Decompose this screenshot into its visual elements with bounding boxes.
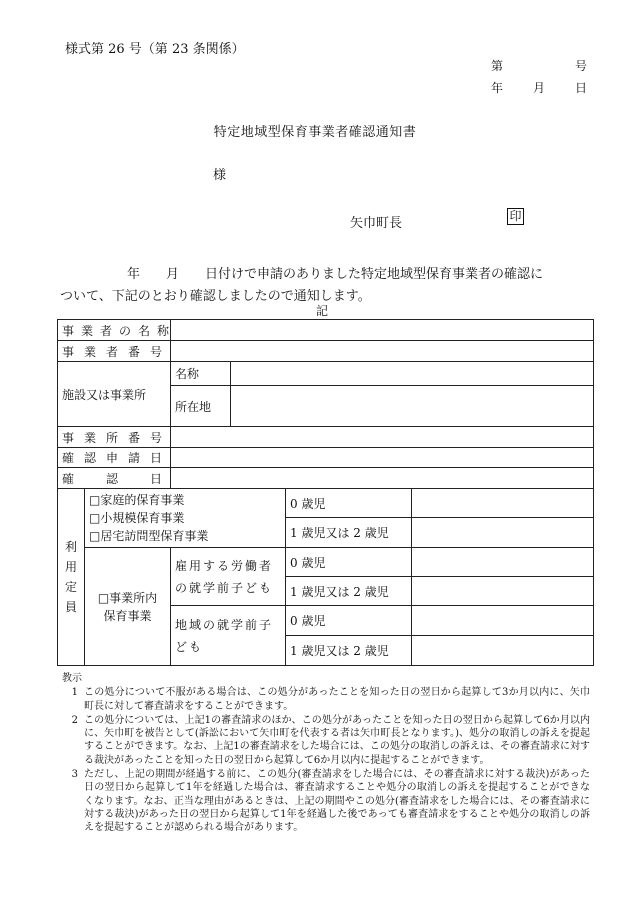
field-confirmation-date[interactable] — [171, 468, 594, 489]
form-number: 様式第 26 号（第 23 条関係） — [65, 42, 245, 57]
label-confirmation-date: 確認日 — [58, 468, 171, 489]
checkbox-family-daycare[interactable]: □家庭的保育事業 — [89, 493, 185, 507]
field-age12-c[interactable] — [412, 636, 594, 666]
instruction-number: 2 — [71, 714, 78, 726]
checkbox-in-house[interactable]: □事業所内 — [97, 590, 158, 605]
label-employee-children: 雇用する労働者の就学前子ども — [171, 548, 286, 606]
field-age0-b[interactable] — [412, 548, 594, 577]
number-suffix: 号 — [574, 59, 587, 73]
label-age12-b: 1 歳児又は 2 歳児 — [286, 577, 412, 606]
instruction-item — [62, 768, 590, 834]
instructions-heading: 教示 — [62, 673, 82, 684]
field-office-number[interactable] — [171, 427, 594, 448]
label-business-name: 事業者の名称 — [58, 320, 171, 341]
label-business-number: 事業者番号 — [58, 341, 171, 362]
instruction-text: ただし、上記の期間が経過する前に、この処分(審査請求をした場合には、その審査請求に対する裁決)があった日の翌日から起算して1年を経過した場合は、審査請求することや処分の取消しの訴えを提起することができなくなります。なお、正当な理由があるときは、上記の期間やこの処分(審査請求をした場合には、その審査請求に対する裁決)があった日の翌日から起算して1年を経過した後であっても審査請求をすることや処分の取消しの訴えを提起することが認められる場合があります。 — [84, 769, 590, 834]
body-line-1: 年 月 日付けで申請のありました特定地域型保育事業者の確認に — [127, 267, 544, 282]
body-line-2: ついて、下記のとおり確認しましたので通知します。 — [60, 289, 371, 304]
field-age12-b[interactable] — [412, 577, 594, 606]
field-facility-address[interactable] — [231, 386, 594, 427]
issue-date-line — [491, 79, 587, 96]
label-age12-c: 1 歳児又は 2 歳児 — [286, 636, 412, 666]
label-age12-a: 1 歳児又は 2 歳児 — [286, 518, 412, 548]
field-age0-c[interactable] — [412, 606, 594, 636]
label-application-date: 確認申請日 — [58, 448, 171, 468]
field-business-name[interactable] — [171, 320, 594, 341]
document-number-line — [491, 57, 587, 74]
field-facility-name[interactable] — [231, 362, 594, 386]
instructions — [62, 672, 590, 835]
label-office-number: 事業所番号 — [58, 427, 171, 448]
label-facility: 施設又は事業所 — [58, 362, 171, 427]
date-year: 年 — [491, 81, 504, 95]
instruction-item — [62, 686, 590, 713]
checkbox-home-visit-daycare[interactable]: □居宅訪問型保育事業 — [89, 529, 209, 543]
label-age0-c: 0 歳児 — [286, 606, 412, 636]
issuer-name: 矢巾町長 — [350, 216, 403, 231]
seal-mark: 印 — [507, 208, 524, 225]
instruction-text: この処分について不服がある場合は、この処分があったことを知った日の翌日から起算して3か月以内に、矢巾町長に対して審査請求をすることができます。 — [84, 687, 590, 712]
instruction-number: 1 — [71, 687, 78, 699]
instruction-item — [62, 714, 590, 767]
label-local-children: 地域の就学前子ども — [171, 606, 286, 666]
addressee-suffix: 様 — [213, 168, 227, 183]
label-facility-name: 名称 — [171, 362, 231, 386]
label-age0-a: 0 歳児 — [286, 489, 412, 518]
checkbox-small-daycare[interactable]: □小規模保育事業 — [89, 511, 185, 525]
label-in-house-2: 保育事業 — [103, 608, 152, 623]
field-age12-a[interactable] — [412, 518, 594, 548]
number-prefix: 第 — [491, 59, 504, 73]
label-age0-b: 0 歳児 — [286, 548, 412, 577]
ki-heading: 記 — [316, 304, 329, 318]
label-capacity — [58, 489, 85, 666]
date-day: 日 — [574, 81, 587, 95]
date-month: 月 — [532, 81, 545, 95]
field-age0-a[interactable] — [412, 489, 594, 518]
label-capacity-text: 利用定員 — [65, 540, 78, 614]
label-in-house — [85, 548, 171, 666]
instruction-text: この処分については、上記1の審査請求のほか、この処分があったことを知った日の翌日から起算して6か月以内に、矢巾町を被告として(訴訟において矢巾町を代表する者は矢巾町長となります。)、処分の取消しの訴えを提起することができます。なお、上記1の審査請求をした場合には、この処分の取消しの訴えは、その審査請求に対する裁決があったことを知った日の翌日から起算して6か月以内に提起することができます。 — [84, 714, 590, 766]
document-title: 特定地域型保育事業者確認通知書 — [213, 125, 417, 140]
field-business-number[interactable] — [171, 341, 594, 362]
field-application-date[interactable] — [171, 448, 594, 468]
confirmation-table — [57, 319, 594, 666]
checkbox-group — [85, 489, 286, 548]
label-facility-address: 所在地 — [171, 386, 231, 427]
instruction-number: 3 — [71, 769, 78, 781]
